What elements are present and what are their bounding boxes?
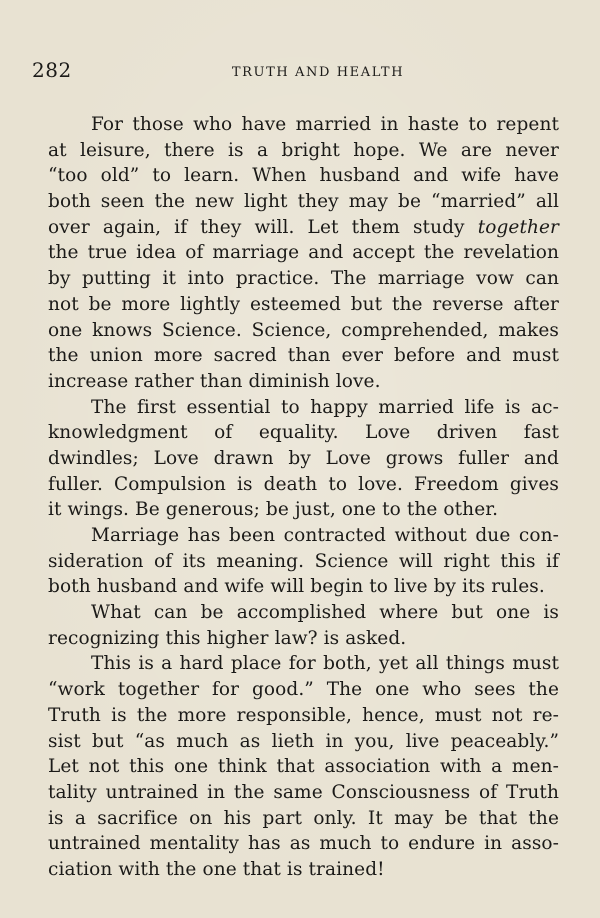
text-line: one knows Science. Science, comprehended, makes	[48, 319, 559, 341]
text-line: recognizing this higher law? is asked.	[48, 627, 407, 649]
emphasized-word: together	[477, 216, 559, 238]
text-line: ciation with the one that is trained!	[48, 858, 385, 880]
text-line: sideration of its meaning. Science will right this if	[48, 550, 559, 572]
text-line-segment: over again, if they will. Let them study	[48, 216, 478, 238]
text-line: What can be accomplished where but one is	[91, 602, 559, 624]
text-line: knowledgment of equality. Love driven fast	[48, 422, 559, 444]
text-line: dwindles; Love drawn by Love grows fuller and	[48, 447, 559, 469]
text-line	[48, 215, 559, 241]
text-line: Marriage has been contracted without due con-	[91, 525, 559, 546]
page-header	[32, 58, 564, 88]
text-line: both seen the new light they may be “married” all	[48, 191, 559, 213]
body-text	[48, 112, 559, 883]
text-line: The first essential to happy married life is ac-	[91, 396, 559, 418]
text-line: untrained mentality has as much to endure in asso-	[48, 833, 559, 855]
text-line: is a sacrifice on his part only. It may be that the	[48, 807, 559, 829]
text-line: “work together for good.” The one who sees the	[48, 679, 559, 701]
text-line: the true idea of marriage and accept the revelation	[48, 242, 559, 264]
text-line: For those who have married in haste to repent	[91, 114, 559, 135]
text-line: sist but “as much as lieth in you, live peaceably.”	[48, 730, 559, 752]
text-line: Truth is the more responsible, hence, must not re-	[48, 704, 559, 726]
text-line: the union more sacred than ever before and must	[48, 345, 559, 367]
running-head: TRUTH AND HEALTH	[231, 65, 405, 80]
text-line: fuller. Compulsion is death to love. Freedom gives	[48, 473, 559, 495]
text-line: by putting it into practice. The marriage vow can	[48, 268, 559, 290]
page-number: 282	[32, 58, 72, 82]
text-line: it wings. Be generous; be just, one to the other.	[48, 499, 499, 521]
text-line: This is a hard place for both, yet all things must	[91, 653, 559, 675]
text-line: at leisure, there is a bright hope. We are never	[48, 139, 559, 161]
text-line: both husband and wife will begin to live by its rules.	[48, 576, 545, 598]
text-line: “too old” to learn. When husband and wife have	[48, 165, 559, 187]
text-line: tality untrained in the same Consciousness of Truth	[48, 781, 559, 803]
text-line: increase rather than diminish love.	[48, 370, 381, 392]
text-line: not be more lightly esteemed but the reverse after	[48, 293, 559, 315]
text-line: Let not this one think that association with a men-	[48, 756, 559, 778]
